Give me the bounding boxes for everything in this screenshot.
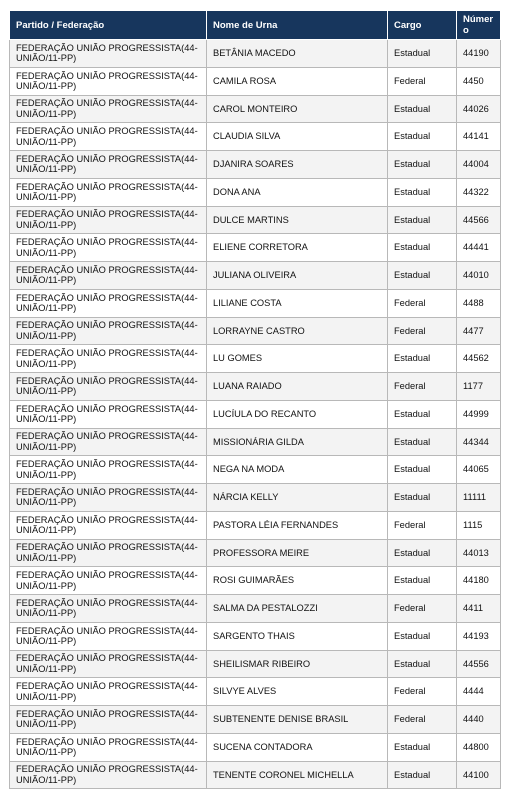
party-cell: FEDERAÇÃO UNIÃO PROGRESSISTA(44-UNIÃO/11-PP) [10, 595, 207, 623]
name-cell: NÁRCIA KELLY [207, 484, 388, 512]
table-row [10, 40, 501, 68]
table-row [10, 123, 501, 151]
party-cell: FEDERAÇÃO UNIÃO PROGRESSISTA(44-UNIÃO/11-PP) [10, 373, 207, 401]
table-row [10, 650, 501, 678]
cargo-cell: Estadual [388, 733, 457, 761]
cargo-cell: Estadual [388, 95, 457, 123]
table-row [10, 761, 501, 789]
name-cell: LUCÍULA DO RECANTO [207, 400, 388, 428]
name-cell: DULCE MARTINS [207, 206, 388, 234]
numero-cell: 11111 [457, 484, 501, 512]
numero-cell: 4450 [457, 67, 501, 95]
table-header-row [10, 11, 501, 40]
cargo-cell: Federal [388, 67, 457, 95]
cargo-cell: Estadual [388, 234, 457, 262]
table-row [10, 345, 501, 373]
numero-cell: 1115 [457, 511, 501, 539]
cargo-cell: Federal [388, 595, 457, 623]
numero-cell: 44141 [457, 123, 501, 151]
cargo-cell: Estadual [388, 622, 457, 650]
cargo-cell: Federal [388, 289, 457, 317]
candidates-table-container [9, 10, 500, 789]
cargo-cell: Estadual [388, 539, 457, 567]
cargo-cell: Estadual [388, 484, 457, 512]
party-cell: FEDERAÇÃO UNIÃO PROGRESSISTA(44-UNIÃO/11-PP) [10, 178, 207, 206]
table-row [10, 400, 501, 428]
cargo-cell: Estadual [388, 178, 457, 206]
party-cell: FEDERAÇÃO UNIÃO PROGRESSISTA(44-UNIÃO/11-PP) [10, 706, 207, 734]
party-cell: FEDERAÇÃO UNIÃO PROGRESSISTA(44-UNIÃO/11-PP) [10, 95, 207, 123]
party-cell: FEDERAÇÃO UNIÃO PROGRESSISTA(44-UNIÃO/11-PP) [10, 123, 207, 151]
numero-cell: 44013 [457, 539, 501, 567]
numero-cell: 44562 [457, 345, 501, 373]
table-row [10, 289, 501, 317]
table-row [10, 622, 501, 650]
cargo-cell: Estadual [388, 40, 457, 68]
name-cell: SALMA DA PESTALOZZI [207, 595, 388, 623]
table-row [10, 706, 501, 734]
table-row [10, 206, 501, 234]
numero-cell: 4411 [457, 595, 501, 623]
table-row [10, 95, 501, 123]
name-cell: SARGENTO THAIS [207, 622, 388, 650]
name-cell: DONA ANA [207, 178, 388, 206]
party-cell: FEDERAÇÃO UNIÃO PROGRESSISTA(44-UNIÃO/11-PP) [10, 151, 207, 179]
party-cell: FEDERAÇÃO UNIÃO PROGRESSISTA(44-UNIÃO/11-PP) [10, 511, 207, 539]
name-cell: ROSI GUIMARÃES [207, 567, 388, 595]
party-cell: FEDERAÇÃO UNIÃO PROGRESSISTA(44-UNIÃO/11-PP) [10, 733, 207, 761]
table-row [10, 151, 501, 179]
numero-cell: 44065 [457, 456, 501, 484]
table-row [10, 733, 501, 761]
numero-cell: 44193 [457, 622, 501, 650]
cargo-cell: Federal [388, 706, 457, 734]
cargo-cell: Estadual [388, 650, 457, 678]
name-cell: TENENTE CORONEL MICHELLA [207, 761, 388, 789]
cargo-cell: Estadual [388, 262, 457, 290]
cargo-cell: Estadual [388, 345, 457, 373]
name-cell: SUCENA CONTADORA [207, 733, 388, 761]
numero-cell: 44999 [457, 400, 501, 428]
cargo-cell: Federal [388, 373, 457, 401]
name-cell: CAROL MONTEIRO [207, 95, 388, 123]
cargo-cell: Estadual [388, 428, 457, 456]
name-cell: LORRAYNE CASTRO [207, 317, 388, 345]
table-row [10, 511, 501, 539]
party-cell: FEDERAÇÃO UNIÃO PROGRESSISTA(44-UNIÃO/11-PP) [10, 456, 207, 484]
candidates-table [9, 10, 501, 789]
name-cell: DJANIRA SOARES [207, 151, 388, 179]
party-cell: FEDERAÇÃO UNIÃO PROGRESSISTA(44-UNIÃO/11-PP) [10, 345, 207, 373]
name-cell: BETÂNIA MACEDO [207, 40, 388, 68]
party-cell: FEDERAÇÃO UNIÃO PROGRESSISTA(44-UNIÃO/11-PP) [10, 622, 207, 650]
party-cell: FEDERAÇÃO UNIÃO PROGRESSISTA(44-UNIÃO/11-PP) [10, 317, 207, 345]
party-cell: FEDERAÇÃO UNIÃO PROGRESSISTA(44-UNIÃO/11-PP) [10, 234, 207, 262]
numero-cell: 4444 [457, 678, 501, 706]
party-cell: FEDERAÇÃO UNIÃO PROGRESSISTA(44-UNIÃO/11-PP) [10, 650, 207, 678]
header-cargo: Cargo [388, 11, 457, 40]
name-cell: LUANA RAIADO [207, 373, 388, 401]
numero-cell: 44441 [457, 234, 501, 262]
numero-cell: 44180 [457, 567, 501, 595]
party-cell: FEDERAÇÃO UNIÃO PROGRESSISTA(44-UNIÃO/11-PP) [10, 484, 207, 512]
numero-cell: 44010 [457, 262, 501, 290]
numero-cell: 1177 [457, 373, 501, 401]
party-cell: FEDERAÇÃO UNIÃO PROGRESSISTA(44-UNIÃO/11-PP) [10, 206, 207, 234]
numero-cell: 44004 [457, 151, 501, 179]
table-row [10, 178, 501, 206]
numero-cell: 44556 [457, 650, 501, 678]
cargo-cell: Estadual [388, 151, 457, 179]
table-row [10, 373, 501, 401]
name-cell: PROFESSORA MEIRE [207, 539, 388, 567]
table-row [10, 456, 501, 484]
name-cell: ELIENE CORRETORA [207, 234, 388, 262]
cargo-cell: Estadual [388, 123, 457, 151]
name-cell: PASTORA LÉIA FERNANDES [207, 511, 388, 539]
party-cell: FEDERAÇÃO UNIÃO PROGRESSISTA(44-UNIÃO/11-PP) [10, 567, 207, 595]
party-cell: FEDERAÇÃO UNIÃO PROGRESSISTA(44-UNIÃO/11-PP) [10, 539, 207, 567]
numero-cell: 44566 [457, 206, 501, 234]
numero-cell: 4440 [457, 706, 501, 734]
table-row [10, 484, 501, 512]
header-numero: Númer o [457, 11, 501, 40]
name-cell: MISSIONÁRIA GILDA [207, 428, 388, 456]
name-cell: LU GOMES [207, 345, 388, 373]
cargo-cell: Estadual [388, 761, 457, 789]
numero-cell: 44100 [457, 761, 501, 789]
name-cell: SILVYE ALVES [207, 678, 388, 706]
party-cell: FEDERAÇÃO UNIÃO PROGRESSISTA(44-UNIÃO/11-PP) [10, 67, 207, 95]
party-cell: FEDERAÇÃO UNIÃO PROGRESSISTA(44-UNIÃO/11-PP) [10, 400, 207, 428]
table-row [10, 234, 501, 262]
party-cell: FEDERAÇÃO UNIÃO PROGRESSISTA(44-UNIÃO/11-PP) [10, 289, 207, 317]
numero-cell: 44190 [457, 40, 501, 68]
name-cell: LILIANE COSTA [207, 289, 388, 317]
name-cell: NEGA NA MODA [207, 456, 388, 484]
cargo-cell: Estadual [388, 400, 457, 428]
cargo-cell: Federal [388, 678, 457, 706]
name-cell: JULIANA OLIVEIRA [207, 262, 388, 290]
name-cell: SUBTENENTE DENISE BRASIL [207, 706, 388, 734]
party-cell: FEDERAÇÃO UNIÃO PROGRESSISTA(44-UNIÃO/11-PP) [10, 761, 207, 789]
numero-cell: 44026 [457, 95, 501, 123]
party-cell: FEDERAÇÃO UNIÃO PROGRESSISTA(44-UNIÃO/11-PP) [10, 428, 207, 456]
table-row [10, 595, 501, 623]
name-cell: SHEILISMAR RIBEIRO [207, 650, 388, 678]
table-row [10, 567, 501, 595]
party-cell: FEDERAÇÃO UNIÃO PROGRESSISTA(44-UNIÃO/11-PP) [10, 40, 207, 68]
numero-cell: 44344 [457, 428, 501, 456]
name-cell: CLAUDIA SILVA [207, 123, 388, 151]
cargo-cell: Estadual [388, 206, 457, 234]
numero-cell: 4488 [457, 289, 501, 317]
table-row [10, 428, 501, 456]
header-party: Partido / Federação [10, 11, 207, 40]
table-row [10, 262, 501, 290]
table-row [10, 317, 501, 345]
numero-cell: 44800 [457, 733, 501, 761]
party-cell: FEDERAÇÃO UNIÃO PROGRESSISTA(44-UNIÃO/11-PP) [10, 678, 207, 706]
cargo-cell: Federal [388, 511, 457, 539]
table-row [10, 678, 501, 706]
cargo-cell: Estadual [388, 456, 457, 484]
table-row [10, 539, 501, 567]
cargo-cell: Federal [388, 317, 457, 345]
numero-cell: 4477 [457, 317, 501, 345]
header-name: Nome de Urna [207, 11, 388, 40]
party-cell: FEDERAÇÃO UNIÃO PROGRESSISTA(44-UNIÃO/11-PP) [10, 262, 207, 290]
cargo-cell: Estadual [388, 567, 457, 595]
name-cell: CAMILA ROSA [207, 67, 388, 95]
numero-cell: 44322 [457, 178, 501, 206]
table-row [10, 67, 501, 95]
table-body [10, 40, 501, 789]
